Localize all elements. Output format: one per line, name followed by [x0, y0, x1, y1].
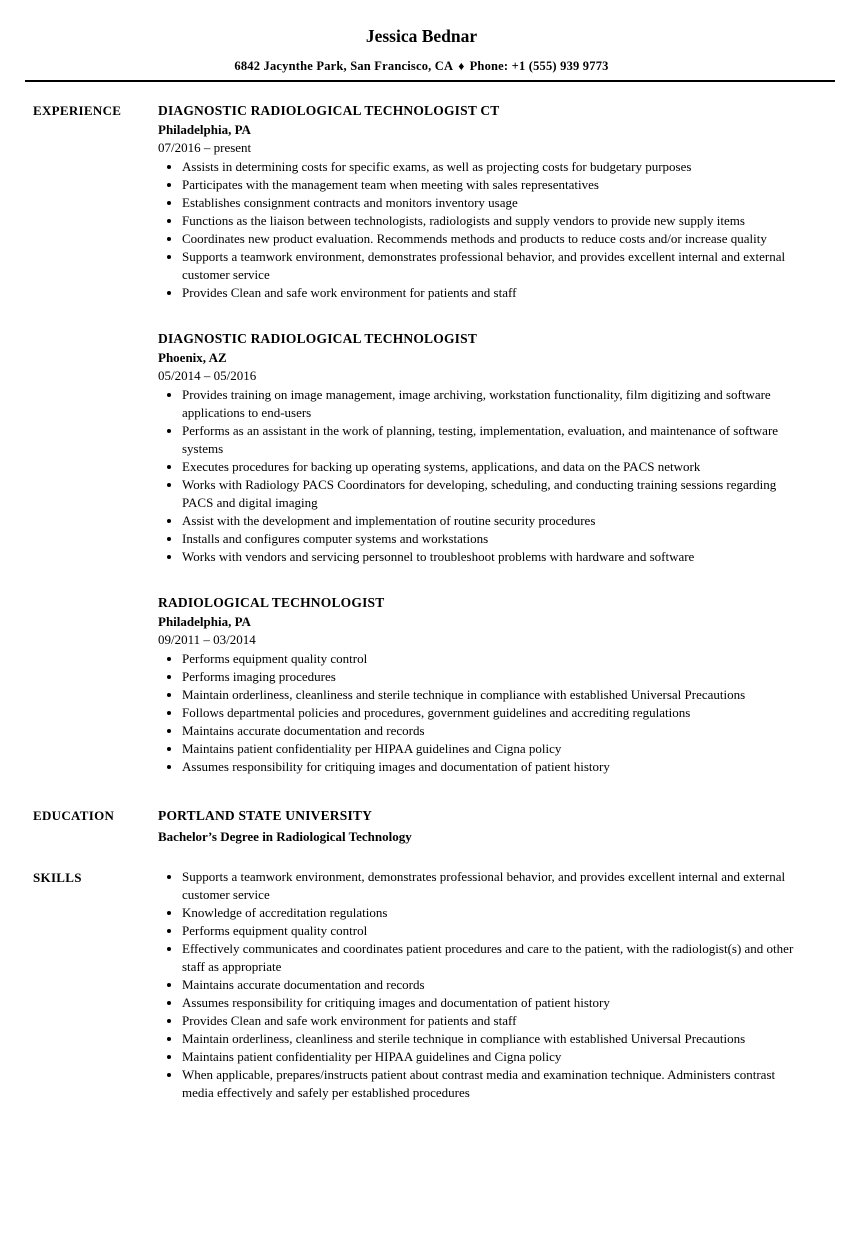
job-bullet: • Executes procedures for backing up operating systems, applications, and data on the PACS network [182, 458, 810, 476]
skill-bullet: • Provides Clean and safe work environment for patients and staff [182, 1012, 810, 1030]
skills-section [33, 868, 810, 1102]
job-bullet: • Coordinates new product evaluation. Recommends methods and products to reduce costs and/or increase quality [182, 230, 810, 248]
job-bullet: • Functions as the liaison between technologists, radiologists and supply vendors to provide new supply items [182, 212, 810, 230]
job-bullet: • Assumes responsibility for critiquing images and documentation of patient history [182, 758, 810, 776]
resume-header [33, 26, 810, 82]
job-bullet: • Performs imaging procedures [182, 668, 810, 686]
education-degree: Bachelor’s Degree in Radiological Technology [158, 829, 412, 844]
experience-content [158, 101, 810, 776]
job-bullet: • Establishes consignment contracts and monitors inventory usage [182, 194, 810, 212]
job-location: Philadelphia, PA [158, 614, 251, 629]
job-bullet: • Maintains accurate documentation and records [182, 722, 810, 740]
job-bullet: • Follows departmental policies and procedures, government guidelines and accrediting regulations [182, 704, 810, 722]
skill-bullet: • Supports a teamwork environment, demonstrates professional behavior, and provides excellent internal and external customer service [182, 868, 810, 904]
job-title: RADIOLOGICAL TECHNOLOGIST [158, 595, 385, 610]
education-section [33, 806, 810, 846]
skill-bullet: • Assumes responsibility for critiquing images and documentation of patient history [182, 994, 810, 1012]
skill-bullet: • Maintains accurate documentation and records [182, 976, 810, 994]
skill-bullet: • Knowledge of accreditation regulations [182, 904, 810, 922]
job-bullet-list [158, 650, 810, 776]
contact-address: 6842 Jacynthe Park, San Francisco, CA [234, 59, 454, 73]
job-bullet: • Assist with the development and implementation of routine security procedures [182, 512, 810, 530]
header-divider [25, 80, 835, 82]
job-bullet: • Provides training on image management, image archiving, workstation functionality, film digitizing and software applications to end-users [182, 386, 810, 422]
skill-bullet: • Effectively communicates and coordinates patient procedures and care to the patient, with the radiologist(s) and other staff as appropriate [182, 940, 810, 976]
job-bullet: • Performs as an assistant in the work of planning, testing, implementation, evaluation, and maintenance of software systems [182, 422, 810, 458]
job-entry-2 [158, 329, 810, 566]
job-bullet: • Maintains patient confidentiality per HIPAA guidelines and Cigna policy [182, 740, 810, 758]
job-bullet: • Performs equipment quality control [182, 650, 810, 668]
experience-section [33, 101, 810, 776]
job-bullet: • Installs and configures computer systems and workstations [182, 530, 810, 548]
job-dates: 07/2016 – present [158, 140, 252, 155]
job-dates: 09/2011 – 03/2014 [158, 632, 256, 647]
job-title: DIAGNOSTIC RADIOLOGICAL TECHNOLOGIST [158, 331, 478, 346]
contact-phone: Phone: +1 (555) 939 9773 [469, 59, 609, 73]
section-label-education: EDUCATION [33, 808, 115, 823]
job-dates: 05/2014 – 05/2016 [158, 368, 257, 383]
job-bullet: • Works with Radiology PACS Coordinators for developing, scheduling, and conducting training sessions regarding PACS and digital imaging [182, 476, 810, 512]
skills-content [158, 868, 810, 1102]
skill-bullet: • Maintain orderliness, cleanliness and sterile technique in compliance with established Universal Precautions [182, 1030, 810, 1048]
diamond-separator-icon: ♦ [458, 59, 465, 73]
job-entry-3 [158, 593, 810, 776]
skill-bullet: • Maintains patient confidentiality per HIPAA guidelines and Cigna policy [182, 1048, 810, 1066]
skills-bullet-list [158, 868, 810, 1102]
job-title: DIAGNOSTIC RADIOLOGICAL TECHNOLOGIST CT [158, 103, 500, 118]
job-location: Phoenix, AZ [158, 350, 227, 365]
contact-line [33, 59, 810, 74]
skill-bullet: • When applicable, prepares/instructs patient about contrast media and examination technique. Administers contrast media effectively and safely per established procedures [182, 1066, 810, 1102]
section-label-skills: SKILLS [33, 870, 82, 885]
job-bullet-list [158, 386, 810, 566]
job-entry-1 [158, 101, 810, 302]
job-location: Philadelphia, PA [158, 122, 251, 137]
education-school: PORTLAND STATE UNIVERSITY [158, 808, 373, 823]
candidate-name: Jessica Bednar [365, 26, 478, 46]
job-bullet: • Maintain orderliness, cleanliness and sterile technique in compliance with established Universal Precautions [182, 686, 810, 704]
section-label-experience: EXPERIENCE [33, 103, 122, 118]
education-content [158, 806, 810, 846]
job-bullet: • Works with vendors and servicing personnel to troubleshoot problems with hardware and software [182, 548, 810, 566]
job-bullet: • Supports a teamwork environment, demonstrates professional behavior, and provides excellent internal and external customer service [182, 248, 810, 284]
job-bullet-list [158, 158, 810, 302]
job-bullet: • Provides Clean and safe work environment for patients and staff [182, 284, 810, 302]
skill-bullet: • Performs equipment quality control [182, 922, 810, 940]
job-bullet: • Assists in determining costs for specific exams, as well as projecting costs for budgetary purposes [182, 158, 810, 176]
job-bullet: • Participates with the management team when meeting with sales representatives [182, 176, 810, 194]
